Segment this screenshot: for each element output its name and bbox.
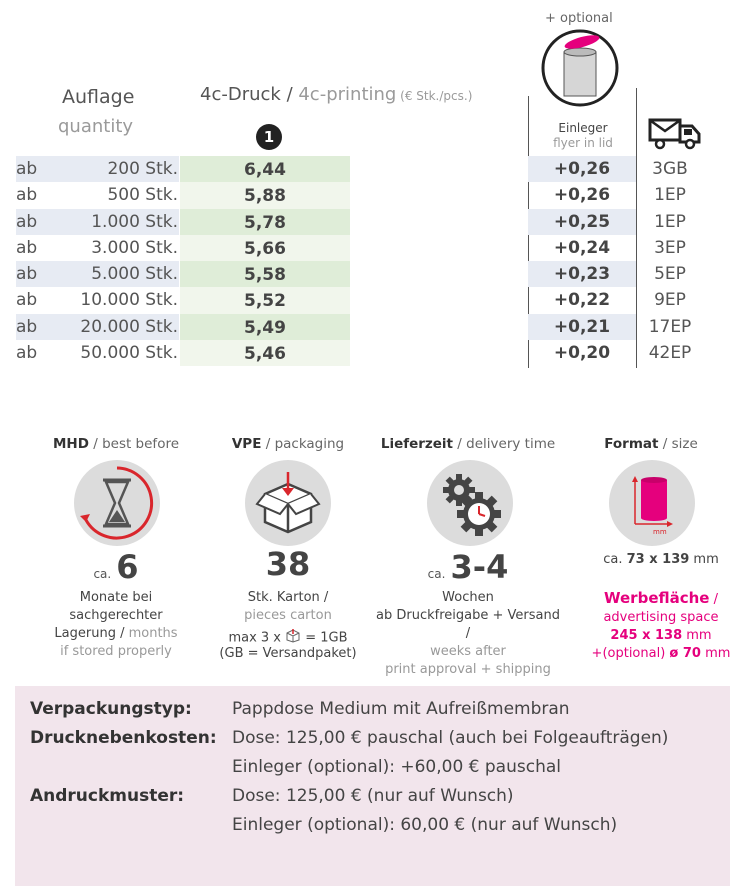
shipping-cell: 1EP [654, 185, 686, 206]
price-cell: 5,66 [244, 238, 286, 259]
ab-label: ab [16, 316, 38, 337]
quantity-cell: 50.000 Stk. [80, 343, 178, 364]
price-cell: 5,49 [244, 317, 286, 338]
box-icon [245, 460, 331, 546]
drucknebenkosten-value: Dose: 125,00 € pauschal (auch bei Folgeaufträgen) [232, 728, 669, 748]
werbeflaeche-sep: / [709, 592, 718, 607]
price-cell: 5,88 [244, 186, 286, 207]
flyer-price-cell: +0,22 [553, 290, 611, 311]
flyer-price-cell: +0,26 [553, 185, 611, 206]
table-row [16, 156, 366, 182]
quantity-header-en: quantity [58, 116, 134, 137]
table-row [16, 209, 366, 235]
printing-header-en: 4c-printing [298, 84, 397, 105]
price-cell: 5,58 [244, 265, 286, 286]
mhd-value: 6 [116, 548, 139, 586]
lieferzeit-description [373, 589, 563, 679]
mhd-description [21, 589, 211, 661]
shipping-cell: 1EP [654, 211, 686, 232]
lieferzeit-line-en: print approval + shipping [385, 662, 551, 677]
format-werbeflaeche [561, 589, 730, 663]
mhd-line-en: months [124, 626, 178, 641]
vpe-title-en: / packaging [261, 436, 345, 452]
verpackungstyp-label: Verpackungstyp: [30, 699, 192, 719]
optional-prefix: +(optional) [591, 646, 670, 661]
ab-label: ab [16, 211, 38, 232]
verpackungstyp-value: Pappdose Medium mit Aufreißmembran [232, 699, 570, 719]
gears-clock-icon [427, 460, 513, 546]
quantity-cell: 1.000 Stk. [91, 211, 178, 232]
price-cell: 5,78 [244, 212, 286, 233]
lieferzeit-title-en: / delivery time [453, 436, 556, 452]
header-separator: / [280, 84, 299, 105]
flyer-price-cell: +0,21 [553, 316, 611, 337]
format-size-value: 73 x 139 [626, 552, 690, 567]
quantity-header-de: Auflage [62, 86, 135, 108]
shipping-cell: 3EP [654, 237, 686, 258]
format-title [561, 433, 730, 452]
vpe-max-suffix: = 1GB [301, 630, 348, 646]
mhd-title [26, 433, 206, 452]
can-with-flyer-icon [540, 28, 620, 108]
werbeflaeche-unit: mm [682, 628, 712, 643]
quantity-cell: 200 Stk. [107, 159, 178, 179]
addon-table [528, 156, 703, 366]
mhd-ca: ca. [93, 567, 112, 581]
mhd-title-en: / best before [88, 436, 180, 452]
vpe-description [193, 589, 383, 661]
table-row [16, 314, 366, 340]
shipping-cell: 3GB [652, 159, 688, 179]
vpe-max-prefix: max 3 x [228, 630, 286, 646]
price-cell: 5,52 [244, 291, 286, 312]
format-title-en: / size [658, 436, 698, 452]
drucknebenkosten-label: Drucknebenkosten: [30, 728, 217, 748]
flyer-price-cell: +0,26 [553, 159, 611, 179]
lieferzeit-line-en: weeks after [430, 644, 506, 659]
lieferzeit-value-wrap [378, 548, 558, 586]
lieferzeit-line: Wochen [442, 590, 494, 605]
ab-label: ab [16, 237, 38, 258]
vpe-value: 38 [265, 545, 311, 583]
format-size-prefix: ca. [603, 552, 627, 567]
price-cell: 5,46 [244, 344, 286, 365]
table-row [16, 261, 366, 287]
printing-header-de: 4c-Druck [200, 84, 281, 105]
shipping-cell: 9EP [654, 290, 686, 311]
flyer-price-cell: +0,20 [553, 343, 611, 364]
printing-header [200, 84, 472, 105]
vpe-value-wrap [198, 545, 378, 583]
ab-label: ab [16, 185, 38, 206]
shipping-cell: 17EP [648, 316, 692, 337]
andruckmuster-value: Dose: 125,00 € (nur auf Wunsch) [232, 786, 514, 806]
small-box-icon [285, 629, 301, 647]
table-row [528, 314, 703, 340]
quantity-cell: 500 Stk. [107, 185, 178, 206]
quantity-cell: 20.000 Stk. [80, 316, 178, 337]
mhd-line-en: if stored properly [60, 644, 172, 659]
ab-label: ab [16, 290, 38, 311]
flyer-header-de: Einleger [558, 121, 608, 135]
can-size-icon [609, 460, 695, 546]
vpe-title-de: VPE [231, 436, 262, 452]
flyer-price-cell: +0,24 [553, 237, 611, 258]
vpe-line: Stk. Karton / [247, 590, 329, 605]
ab-label: ab [16, 159, 38, 179]
lieferzeit-value: 3-4 [450, 548, 509, 586]
format-title-de: Format [604, 436, 659, 452]
truck-icon [648, 116, 702, 150]
table-row [16, 182, 366, 208]
lieferzeit-title [378, 433, 558, 452]
table-row [528, 287, 703, 313]
table-row [528, 156, 703, 182]
format-size [566, 551, 730, 569]
format-size-unit: mm [689, 552, 719, 567]
table-row [528, 235, 703, 261]
werbeflaeche-value: 245 x 138 [610, 628, 683, 643]
vpe-max-line [193, 629, 383, 647]
ab-label: ab [16, 343, 38, 364]
optional-label: + optional [545, 11, 613, 26]
mhd-value-wrap [26, 548, 206, 586]
flyer-header-en: flyer in lid [553, 136, 613, 150]
shipping-cell: 5EP [654, 264, 686, 285]
mhd-line: sachgerechter [69, 608, 163, 623]
table-row [528, 340, 703, 366]
can-mm-label: mm [653, 528, 667, 536]
mhd-title-de: MHD [52, 436, 89, 452]
table-row [16, 340, 366, 366]
price-table [16, 156, 366, 366]
lieferzeit-title-de: Lieferzeit [380, 436, 454, 452]
hourglass-icon [74, 460, 160, 546]
vpe-line: (GB = Versandpaket) [219, 646, 357, 661]
mhd-line: Lagerung / [54, 626, 125, 641]
optional-value: ø 70 [669, 646, 701, 661]
andruckmuster-value: Einleger (optional): 60,00 € (nur auf Wunsch) [232, 815, 618, 835]
werbeflaeche-en: advertising space [603, 610, 719, 625]
printing-header-unit: (€ Stk./pcs.) [396, 89, 473, 103]
drucknebenkosten-value: Einleger (optional): +60,00 € pauschal [232, 757, 561, 777]
werbeflaeche-label: Werbefläche [604, 589, 710, 607]
table-row [528, 209, 703, 235]
flyer-price-cell: +0,23 [553, 264, 611, 285]
lieferzeit-ca: ca. [427, 567, 446, 581]
optional-unit: mm [700, 646, 730, 661]
table-row [16, 287, 366, 313]
mhd-line: Monate bei [79, 590, 153, 605]
quantity-cell: 3.000 Stk. [91, 237, 178, 258]
shipping-cell: 42EP [648, 343, 692, 364]
price-cell: 6,44 [244, 160, 286, 180]
ab-label: ab [16, 264, 38, 285]
table-row [528, 261, 703, 287]
table-row [16, 235, 366, 261]
option-number-badge: 1 [256, 124, 282, 150]
table-row [528, 182, 703, 208]
andruckmuster-label: Andruckmuster: [30, 786, 185, 806]
lieferzeit-line: ab Druckfreigabe + Versand / [376, 608, 560, 641]
vpe-line-en: pieces carton [244, 608, 332, 623]
flyer-price-cell: +0,25 [553, 211, 611, 232]
vpe-title [198, 433, 378, 452]
quantity-cell: 5.000 Stk. [91, 264, 178, 285]
quantity-cell: 10.000 Stk. [80, 290, 178, 311]
